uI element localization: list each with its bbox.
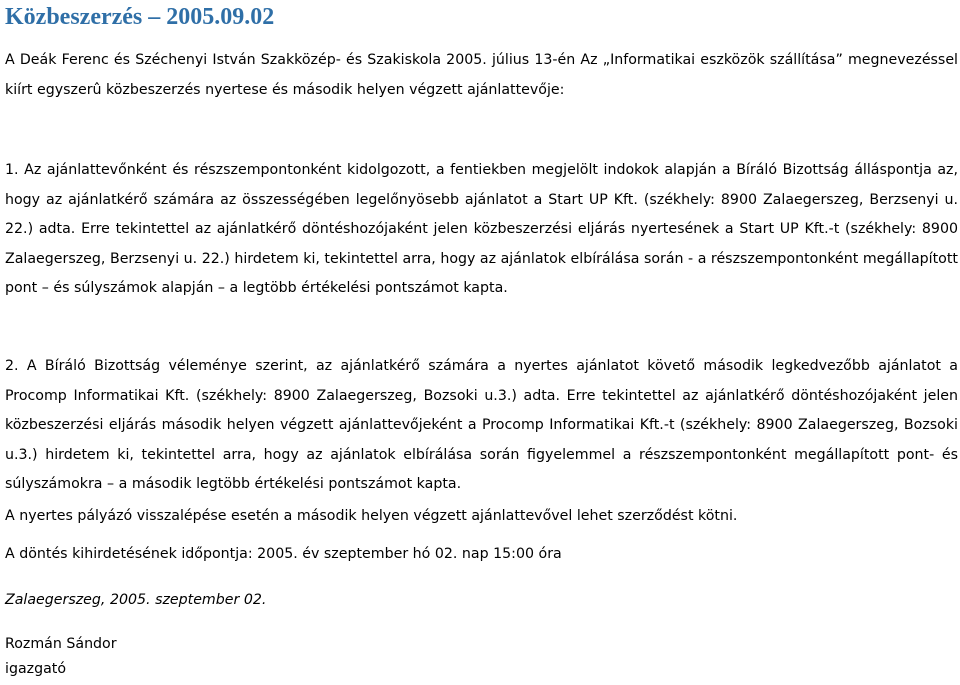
signatory-role: igazgató [5, 661, 67, 677]
place-date: Zalaegerszeg, 2005. szeptember 02. [5, 592, 267, 608]
point-1-paragraph: 1. Az ajánlattevőnként és részszempontonként kidolgozott, a fentiekben megjelölt indokok alapján a Bíráló Bizottság álláspontja az, hogy az ajánlatkérő számára az összességében legelőnyösebb ajánlatot a Start UP Kft. (székhely: 8900 Zalaegerszeg, Berzsenyi u. 22.) adta. Erre tekintettel az ajánlatkérő döntéshozójaként jelen közbeszerzési eljárás nyertesének a Start UP Kft.-t (székhely: 8900 Zalaegerszeg, Berzsenyi u. 22.) hirdetem ki, tekintettel arra, hogy az ajánlatok elbírálása során - a részszempontonként megállapított pont – és súlyszámok alapján – a legtöbb értékelési pontszámot kapta. [5, 162, 958, 296]
page-title: Közbeszerzés – 2005.09.02 [5, 4, 275, 30]
withdrawal-paragraph: A nyertes pályázó visszalépése esetén a második helyen végzett ajánlattevővel lehet szerződést kötni. [5, 508, 738, 524]
announcement-paragraph: A döntés kihirdetésének időpontja: 2005. év szeptember hó 02. nap 15:00 óra [5, 546, 562, 562]
intro-paragraph: A Deák Ferenc és Széchenyi István Szakközép- és Szakiskola 2005. július 13-én Az „Informatikai eszközök szállítása” megnevezéssel kiírt egyszerû közbeszerzés nyertese és második helyen végzett ajánlattevője: [5, 52, 958, 98]
signatory-name: Rozmán Sándor [5, 636, 117, 652]
point-2-paragraph: 2. A Bíráló Bizottság véleménye szerint, az ajánlatkérő számára a nyertes ajánlatot követő második legkedvezőbb ajánlatot a Procomp Informatikai Kft. (székhely: 8900 Zalaegerszeg, Bozsoki u.3.) adta. Erre tekintettel az ajánlatkérő döntéshozójaként jelen közbeszerzési eljárás második helyen végzett ajánlattevőjeként a Procomp Informatikai Kft.-t (székhely: 8900 Zalaegerszeg, Bozsoki u.3.) hirdetem ki, tekintettel arra, hogy az ajánlatok elbírálása során figyelemmel a részszempontonként megállapított pont- és súlyszámokra – a második legtöbb értékelési pontszámot kapta. [5, 358, 958, 492]
